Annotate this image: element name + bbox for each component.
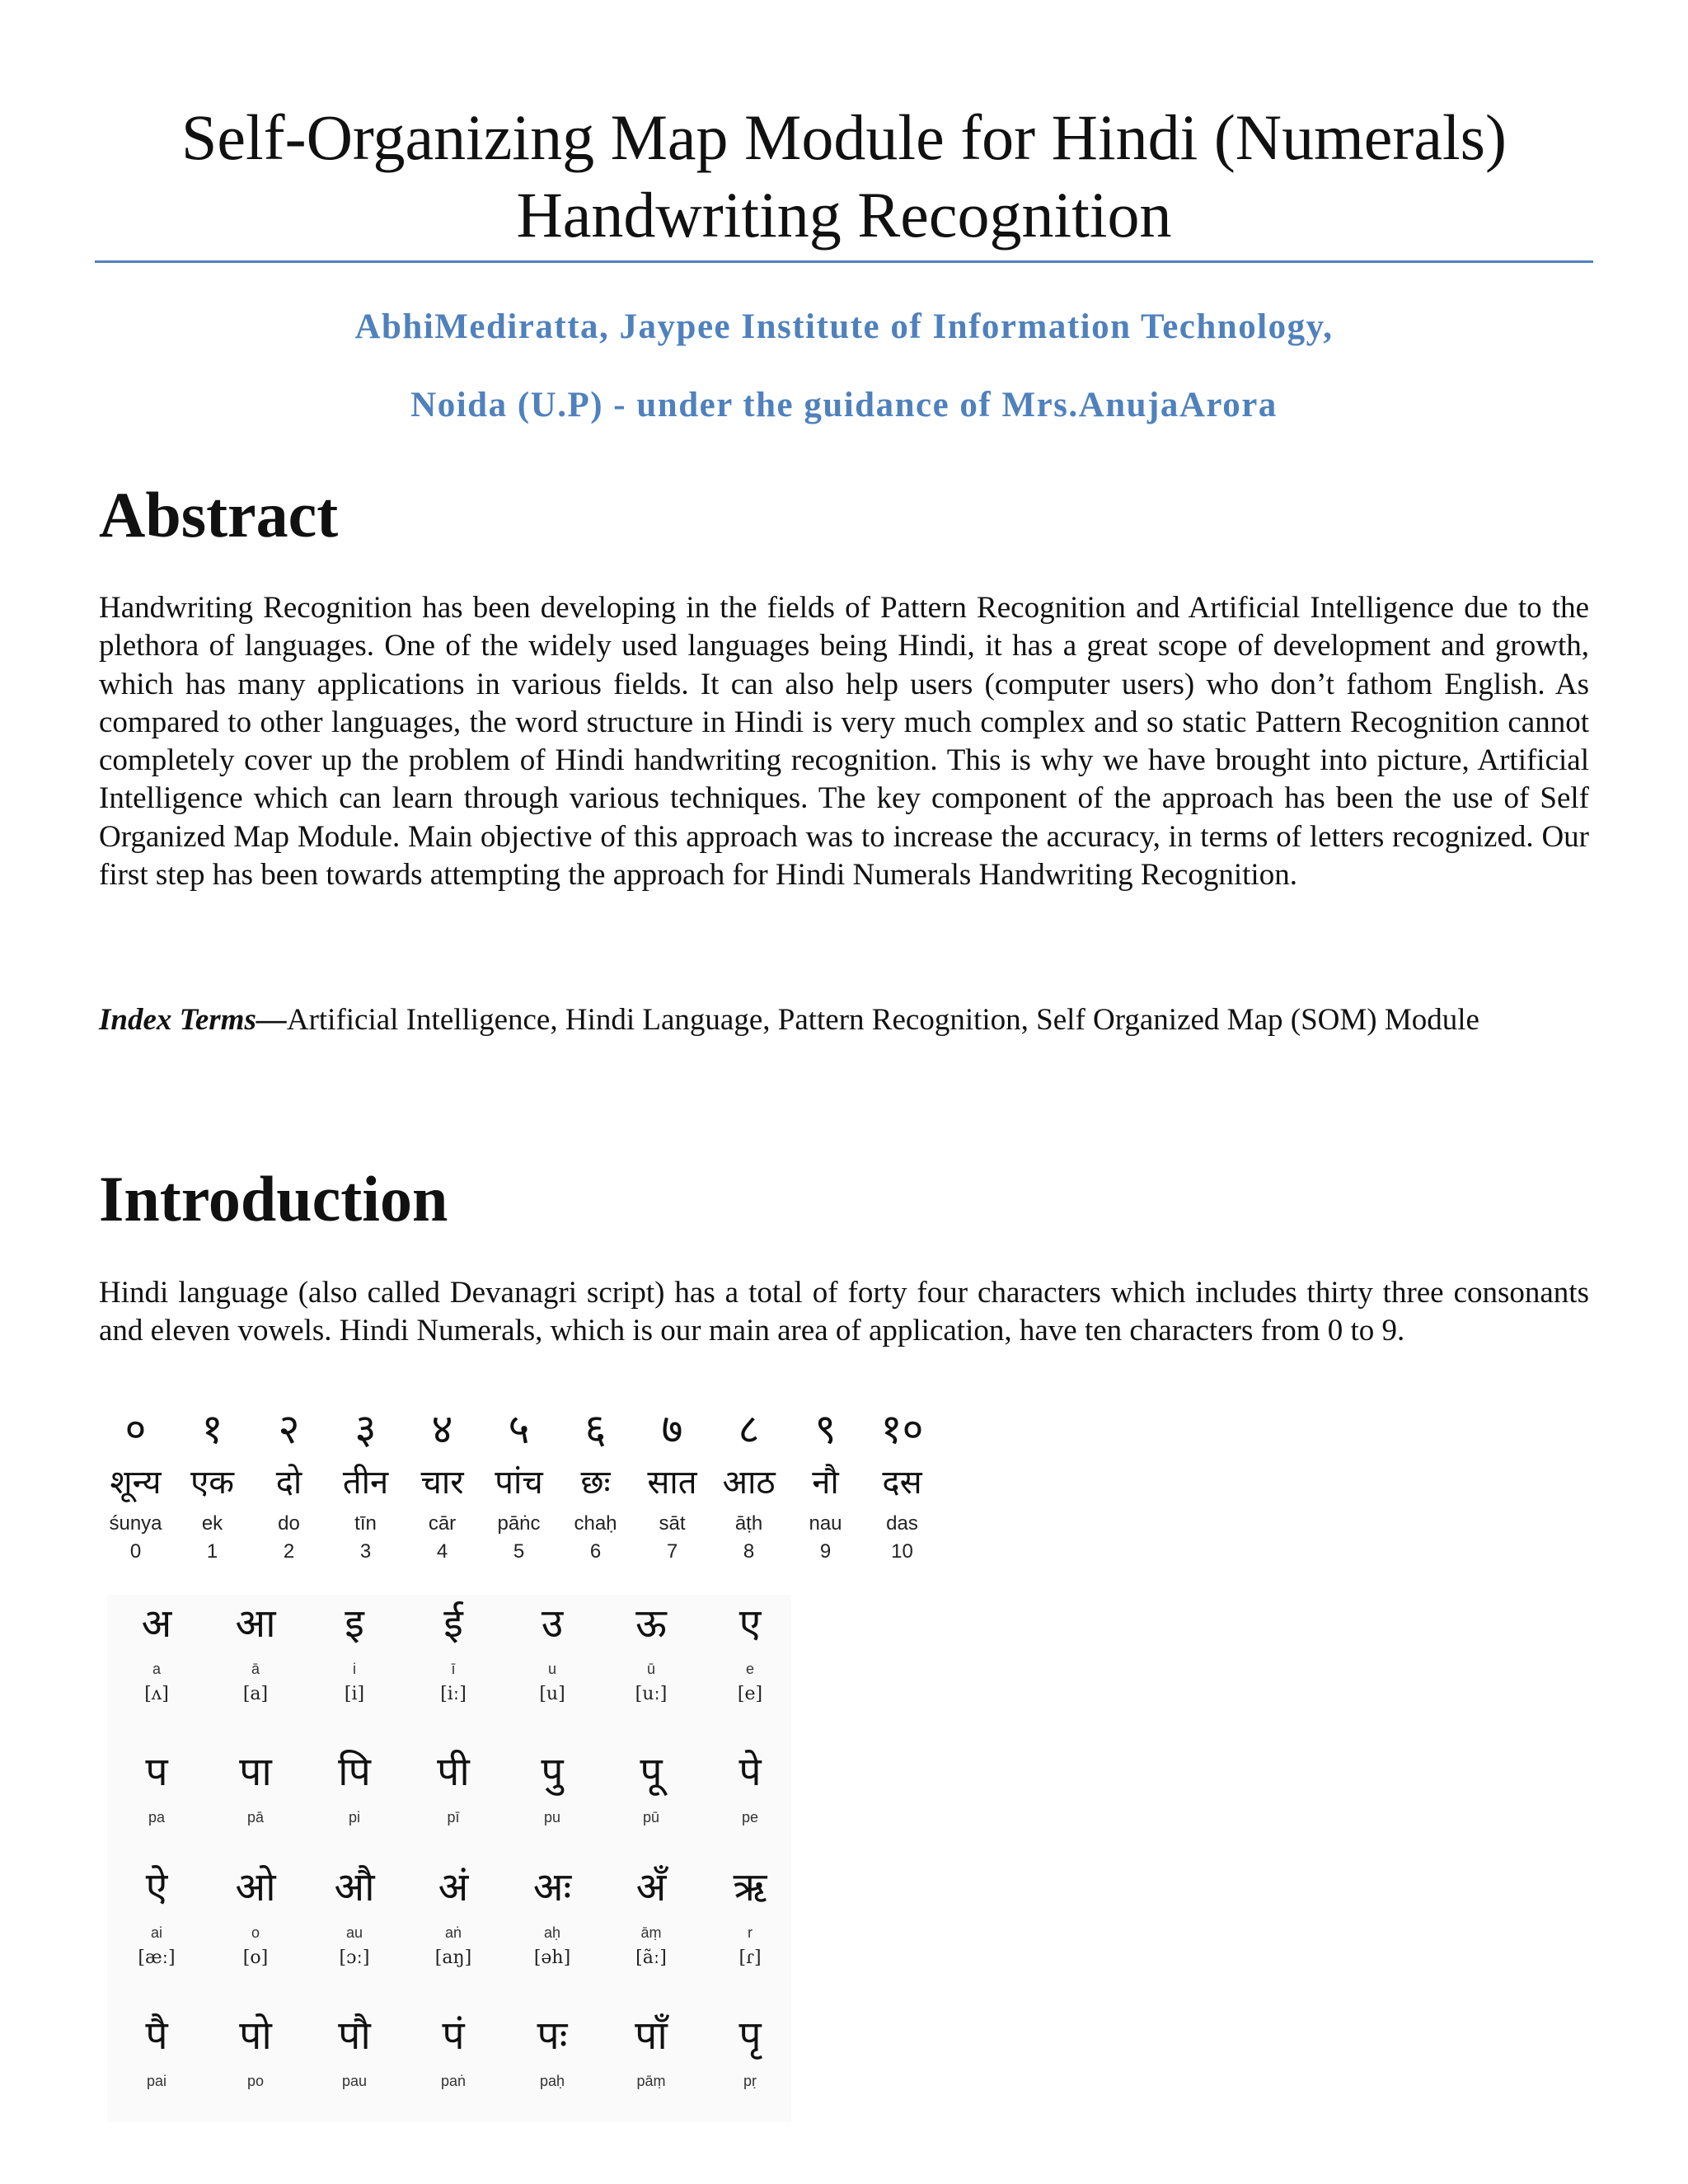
hindi-numerals-figure <box>97 1403 971 1584</box>
numeral-arabic: 1 <box>206 1540 218 1563</box>
numeral-roman: nau <box>809 1512 842 1535</box>
numeral-word: छः <box>580 1464 611 1502</box>
devanagari-glyph: प <box>239 1749 272 1795</box>
devanagari-glyph: प <box>738 1749 762 1795</box>
transliteration: ū <box>646 1661 655 1677</box>
devanagari-glyph: अ <box>141 1601 172 1647</box>
numeral-column <box>481 1403 557 1566</box>
index-terms <box>99 1001 1589 1039</box>
numeral-column <box>327 1403 404 1566</box>
numeral-roman: tīn <box>354 1512 377 1535</box>
transliteration: pai <box>146 2073 167 2089</box>
vowel-chart-cell <box>701 1743 799 1829</box>
numeral-column <box>97 1403 174 1566</box>
devanagari-glyph: ऐ <box>145 1864 168 1910</box>
numeral-glyph: १० <box>880 1405 924 1453</box>
vowel-chart-cell <box>305 1858 404 1972</box>
devanagari-glyph: उ <box>541 1601 564 1647</box>
transliteration: pā <box>246 1809 265 1825</box>
numeral-column <box>710 1403 787 1566</box>
title-line-1: Self-Organizing Map Module for Hindi (Numerals) <box>181 101 1507 173</box>
numeral-word: शून्य <box>110 1464 162 1502</box>
index-terms-text: Artificial Intelligence, Hindi Language, Pattern Recognition, Self Organized Map (SOM) Module <box>286 1003 1479 1037</box>
numeral-word: एक <box>190 1464 234 1502</box>
numeral-glyph: ० <box>124 1405 147 1453</box>
transliteration: pu <box>543 1809 561 1825</box>
devanagari-glyph: ऋ <box>733 1864 767 1910</box>
devanagari-glyph: प <box>738 2013 762 2059</box>
numeral-word: दो <box>275 1464 302 1502</box>
introduction-text: Hindi language (also called Devanagri script) has a total of forty four characters which includes thirty three consonants and eleven vowels. Hindi Numerals, which is our main area of application, have ten characters from 0 to 9. <box>99 1276 1589 1348</box>
devanagari-glyph: ओ <box>235 1864 276 1910</box>
numeral-roman: pāṅc <box>497 1512 541 1535</box>
devanagari-glyph: अँ <box>635 1864 667 1910</box>
ipa-value: [aŋ] <box>434 1947 472 1968</box>
transliteration: i <box>353 1661 356 1677</box>
vowel-chart-cell <box>602 1743 701 1829</box>
devanagari-glyph: प <box>541 1749 564 1795</box>
transliteration: pṛ <box>743 2073 757 2089</box>
vowel-chart-cell <box>602 1858 701 1972</box>
devanagari-glyph: प <box>437 1749 470 1795</box>
ipa-value: [a] <box>242 1684 269 1704</box>
numeral-roman: das <box>886 1512 918 1535</box>
author-line-2: Noida (U.P) - under the guidance of Mrs.AnujaArora <box>410 386 1278 424</box>
numeral-arabic: 8 <box>743 1540 755 1563</box>
ipa-value: [ɾ] <box>738 1947 762 1968</box>
devanagari-glyph: प <box>640 1749 663 1795</box>
numeral-glyph: ९ <box>814 1405 837 1453</box>
ipa-value: [əh] <box>533 1947 571 1968</box>
numeral-column <box>787 1403 864 1566</box>
transliteration: aṅ <box>444 1924 462 1941</box>
transliteration: pau <box>341 2073 368 2089</box>
vowel-chart-cell <box>503 2007 602 2093</box>
ipa-value: [e] <box>737 1684 763 1704</box>
devanagari-glyph: प <box>338 2013 371 2059</box>
numeral-column <box>174 1403 251 1566</box>
numeral-arabic: 10 <box>891 1540 913 1563</box>
ipa-value: [ʌ] <box>144 1684 169 1704</box>
devanagari-glyph: ई <box>443 1601 463 1647</box>
devanagari-glyph: प <box>338 1749 371 1795</box>
ipa-value: [æː] <box>138 1947 176 1968</box>
numeral-glyph: ४ <box>431 1405 453 1453</box>
numeral-word: तीन <box>342 1464 389 1502</box>
transliteration: po <box>246 2073 265 2089</box>
vowel-chart-cell <box>503 1595 602 1708</box>
author-line-1: AbhiMediratta, Jaypee Institute of Information Technology, <box>354 307 1334 346</box>
introduction-heading: Introduction <box>99 1163 448 1235</box>
ipa-value: [ãː] <box>635 1947 667 1968</box>
transliteration: pa <box>148 1809 166 1825</box>
vowel-chart-cell <box>107 1595 206 1708</box>
ipa-value: [u] <box>539 1684 565 1704</box>
transliteration: pāṃ <box>636 2073 666 2089</box>
ipa-value: [iː] <box>440 1684 467 1704</box>
title-line-2: Handwriting Recognition <box>516 179 1172 251</box>
numeral-arabic: 0 <box>129 1540 142 1563</box>
numeral-word: दस <box>882 1464 922 1502</box>
numeral-roman: ek <box>201 1512 223 1535</box>
paper-title <box>82 99 1606 254</box>
numeral-arabic: 3 <box>359 1540 372 1563</box>
numeral-column <box>404 1403 481 1566</box>
numeral-arabic: 6 <box>589 1540 602 1563</box>
transliteration: aḥ <box>543 1924 561 1941</box>
ipa-value: [i] <box>344 1684 365 1704</box>
transliteration: e <box>745 1661 754 1677</box>
title-divider <box>95 260 1593 263</box>
abstract-heading: Abstract <box>99 479 339 551</box>
numeral-word: आठ <box>722 1464 776 1502</box>
devanagari-glyph: प <box>442 2013 465 2059</box>
transliteration: āṃ <box>640 1924 662 1941</box>
numeral-roman: śunya <box>109 1512 162 1535</box>
numeral-glyph: ८ <box>738 1405 760 1453</box>
transliteration: ī <box>451 1661 456 1677</box>
vowel-chart-cell <box>206 1858 305 1972</box>
numeral-column <box>634 1403 710 1566</box>
numeral-arabic: 5 <box>513 1540 525 1563</box>
vowel-chart-cell <box>107 1858 206 1972</box>
vowel-chart-cell <box>206 1595 305 1708</box>
devanagari-glyph: प <box>239 2013 272 2059</box>
vowel-chart-cell <box>305 1595 404 1708</box>
transliteration: ai <box>150 1924 162 1941</box>
numeral-glyph: २ <box>278 1405 300 1453</box>
numeral-column <box>557 1403 634 1566</box>
ipa-value: [ɔː] <box>339 1947 370 1968</box>
devanagari-glyph: प <box>537 2013 568 2059</box>
devanagari-glyph: अः <box>532 1864 572 1910</box>
transliteration: pi <box>348 1809 360 1825</box>
numeral-word: पांच <box>495 1464 543 1502</box>
numeral-arabic: 4 <box>436 1540 448 1563</box>
transliteration: pe <box>741 1809 759 1825</box>
ipa-value: [o] <box>242 1947 269 1968</box>
vowel-chart-cell <box>206 1743 305 1829</box>
numeral-arabic: 9 <box>819 1540 832 1563</box>
vowel-chart-cell <box>503 1858 602 1972</box>
devanagari-glyph: ऊ <box>635 1601 667 1647</box>
vowel-chart-cell <box>404 1743 503 1829</box>
devanagari-vowel-chart <box>107 1595 791 2122</box>
transliteration: pī <box>447 1809 460 1825</box>
index-terms-lead: Index Terms— <box>99 1003 287 1037</box>
devanagari-glyph: अं <box>438 1864 469 1910</box>
devanagari-glyph: आ <box>235 1601 276 1647</box>
transliteration: au <box>345 1924 363 1941</box>
numeral-word: सात <box>647 1464 697 1502</box>
numeral-glyph: ३ <box>354 1405 377 1453</box>
devanagari-glyph: प <box>145 1749 168 1795</box>
vowel-chart-cell <box>701 1858 799 1972</box>
numeral-glyph: ५ <box>508 1405 530 1453</box>
transliteration: paṅ <box>440 2073 467 2089</box>
numeral-glyph: ७ <box>661 1405 683 1453</box>
numeral-roman: cār <box>428 1512 457 1535</box>
numeral-column <box>864 1403 940 1566</box>
devanagari-glyph: प <box>145 2013 168 2059</box>
numeral-arabic: 7 <box>666 1540 678 1563</box>
devanagari-glyph: प <box>635 2013 668 2059</box>
transliteration: o <box>251 1924 260 1941</box>
vowel-chart-cell <box>107 2007 206 2093</box>
vowel-chart-cell <box>602 1595 701 1708</box>
numeral-glyph: १ <box>201 1405 223 1453</box>
transliteration: r <box>748 1924 753 1941</box>
vowel-chart-cell <box>305 1743 404 1829</box>
numeral-glyph: ६ <box>584 1405 607 1453</box>
vowel-chart-cell <box>305 2007 404 2093</box>
vowel-chart-cell <box>701 1595 799 1708</box>
vowel-chart-cell <box>404 1858 503 1972</box>
numeral-word: चार <box>420 1464 464 1502</box>
abstract-text: Handwriting Recognition has been developing in the fields of Pattern Recognition and Artificial Intelligence due to the plethora of languages. One of the widely used languages being Hindi, it has a great scope of development and growth, which has many applications in various fields. It can also help users (computer users) who don’t fathom English. As compared to other languages, the word structure in Hindi is very much complex and so static Pattern Recognition cannot completely cover up the problem of Hindi handwriting recognition. This is why we have brought into picture, Artificial Intelligence which can learn through various techniques. The key component of the approach has been the use of Self Organized Map Module. Main objective of this approach was to increase the accuracy, in terms of letters recognized. Our first step has been towards attempting the approach for Hindi Numerals Handwriting Recognition. <box>99 591 1589 893</box>
numeral-roman: chaḥ <box>574 1512 617 1535</box>
numeral-roman: sāt <box>659 1512 686 1535</box>
vowel-chart-cell <box>107 1743 206 1829</box>
vowel-chart-cell <box>503 1743 602 1829</box>
vowel-chart-cell <box>404 2007 503 2093</box>
numeral-word: नौ <box>812 1464 839 1502</box>
vowel-chart-cell <box>602 2007 701 2093</box>
transliteration: a <box>152 1661 161 1677</box>
numeral-arabic: 2 <box>283 1540 295 1563</box>
transliteration: u <box>547 1661 556 1677</box>
transliteration: pū <box>642 1809 660 1825</box>
devanagari-glyph: इ <box>345 1601 364 1647</box>
ipa-value: [uː] <box>635 1684 668 1704</box>
vowel-chart-cell <box>206 2007 305 2093</box>
devanagari-glyph: औ <box>334 1864 375 1910</box>
vowel-chart-cell <box>404 1595 503 1708</box>
numeral-roman: do <box>278 1512 300 1535</box>
devanagari-glyph: ए <box>738 1601 762 1647</box>
numeral-column <box>251 1403 327 1566</box>
transliteration: ā <box>251 1661 260 1677</box>
numeral-roman: āṭh <box>734 1512 763 1535</box>
vowel-chart-cell <box>701 2007 799 2093</box>
transliteration: paḥ <box>539 2073 565 2089</box>
